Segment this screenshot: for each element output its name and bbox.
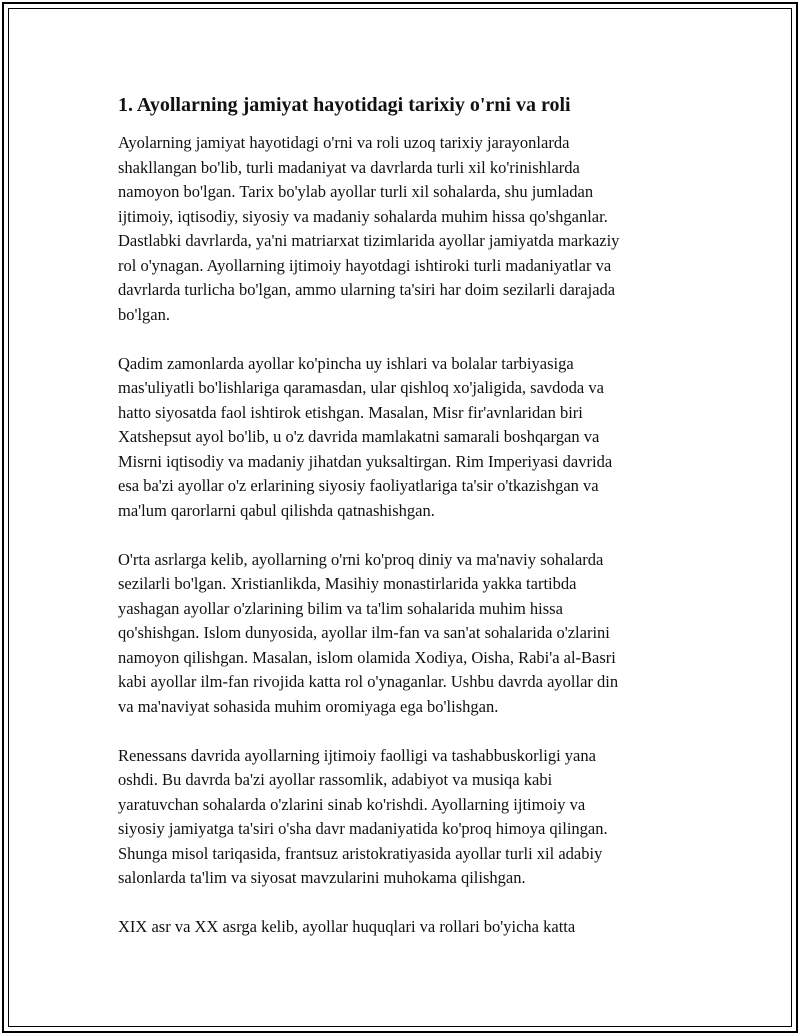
text-line: hatto siyosatda faol ishtirok etishgan. Masalan, Misr fir'avnlaridan biri bbox=[118, 402, 583, 422]
text-line: Qadim zamonlarda ayollar ko'pincha uy ishlari va bolalar tarbiyasiga bbox=[118, 353, 574, 373]
paragraph-1 bbox=[118, 131, 688, 327]
document-body bbox=[118, 92, 688, 964]
text-line: Xatshepsut ayol bo'lib, u o'z davrida mamlakatni samarali boshqargan va bbox=[118, 427, 600, 446]
text-line: davrlarda turlicha bo'lgan, ammo ularning ta'siri har doim sezilarli darajada bbox=[118, 280, 616, 299]
text-line: Ayolarning jamiyat hayotidagi o'rni va roli uzoq tarixiy jarayonlarda bbox=[118, 133, 570, 152]
text-line: Dastlabki davrlarda, ya'ni matriarxat tizimlarida ayollar jamiyatda markaziy bbox=[118, 231, 620, 250]
text-line: rol o'ynagan. Ayollarning ijtimoiy hayotdagi ishtiroki turli madaniyatlar va bbox=[118, 255, 612, 275]
text-line: sezilarli bo'lgan. Xristianlikda, Masihiy monastirlarida yakka tartibda bbox=[118, 574, 577, 593]
paragraph-2 bbox=[118, 352, 688, 524]
text-line: yaratuvchan sohalarda o'zlarini sinab ko'rishdi. Ayollarning ijtimoiy va bbox=[118, 794, 586, 814]
text-line: mas'uliyatli bo'lishlariga qaramasdan, ular qishloq xo'jaligida, savdoda va bbox=[118, 378, 604, 397]
text-line: shakllangan bo'lib, turli madaniyat va davrlarda turli xil ko'rinishlarda bbox=[118, 157, 580, 177]
text-line: ma'lum qarorlarni qabul qilishda qatnashishgan. bbox=[118, 500, 435, 520]
paragraph-3 bbox=[118, 548, 688, 720]
section-title: 1. Ayollarning jamiyat hayotidagi tarixiy o'rni va roli bbox=[118, 94, 571, 116]
text-line: XIX asr va XX asrga kelib, ayollar huquqlari va rollari bo'yicha katta bbox=[118, 917, 576, 936]
text-line: yashagan ayollar o'zlarining bilim va ta'lim sohalarida muhim hissa bbox=[118, 598, 563, 618]
text-line: Shunga misol tariqasida, frantsuz aristokratiyasida ayollar turli xil adabiy bbox=[118, 843, 603, 863]
text-line: Renessans davrida ayollarning ijtimoiy faolligi va tashabbuskorligi yana bbox=[118, 745, 596, 765]
text-line: namoyon qilishgan. Masalan, islom olamida Xodiya, Oisha, Rabi'a al-Basri bbox=[118, 647, 616, 667]
paragraph-4 bbox=[118, 744, 688, 891]
text-line: qo'shishgan. Islom dunyosida, ayollar ilm-fan va san'at sohalarida o'zlarini bbox=[118, 623, 610, 642]
text-line: Misrni iqtisodiy va madaniy jihatdan yuksaltirgan. Rim Imperiyasi davrida bbox=[118, 451, 613, 471]
text-line: siyosiy jamiyatga ta'siri o'sha davr madaniyatida ko'proq himoya qilingan. bbox=[118, 819, 608, 838]
text-line: O'rta asrlarga kelib, ayollarning o'rni ko'proq diniy va ma'naviy sohalarda bbox=[118, 549, 604, 569]
paragraph-5 bbox=[118, 915, 688, 940]
text-line: esa ba'zi ayollar o'z erlarining siyosiy faoliyatlariga ta'sir o'tkazishgan va bbox=[118, 476, 599, 495]
text-line: ijtimoiy, iqtisodiy, siyosiy va madaniy sohalarda muhim hissa qo'shganlar. bbox=[118, 206, 608, 226]
text-line: bo'lgan. bbox=[118, 304, 171, 324]
text-line: oshdi. Bu davrda ba'zi ayollar rassomlik, adabiyot va musiqa kabi bbox=[118, 770, 553, 789]
text-line: kabi ayollar ilm-fan rivojida katta rol o'ynaganlar. Ushbu davrda ayollar din bbox=[118, 672, 619, 691]
text-line: salonlarda ta'lim va siyosat mavzularini muhokama qilishgan. bbox=[118, 868, 526, 887]
text-line: va ma'naviyat sohasida muhim oromiyaga ega bo'lishgan. bbox=[118, 696, 499, 716]
text-line: namoyon bo'lgan. Tarix bo'ylab ayollar turli xil sohalarda, shu jumladan bbox=[118, 182, 594, 201]
